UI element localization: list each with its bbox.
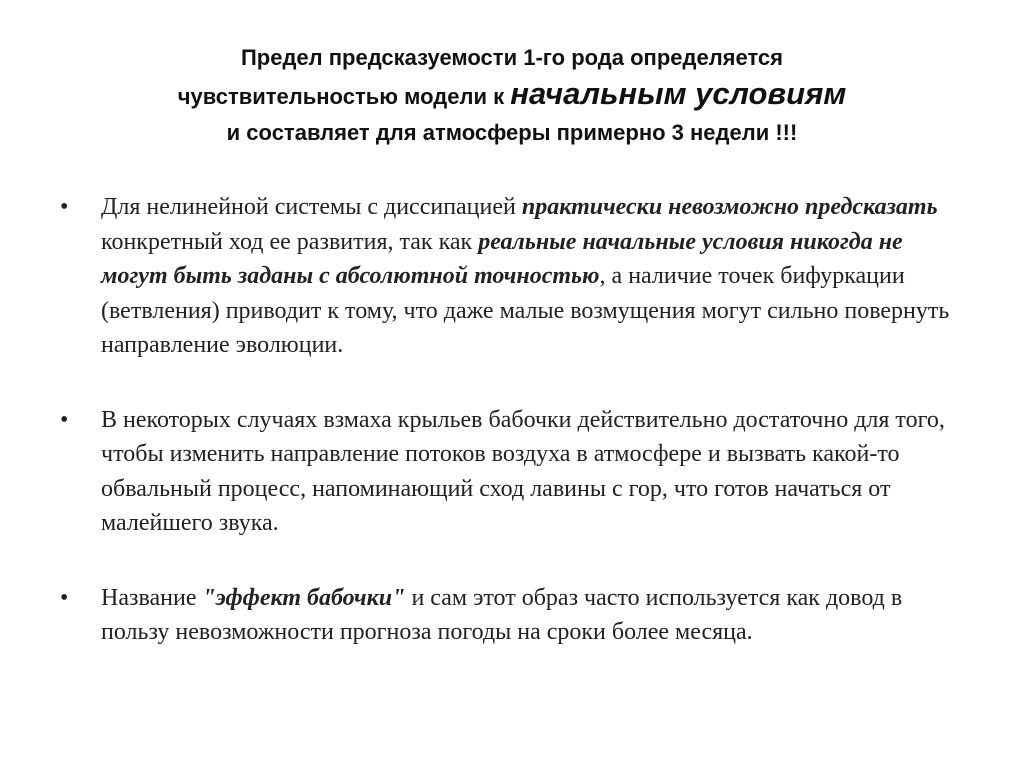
bullet-item-name [60, 581, 960, 650]
bullet-marker: • [60, 406, 69, 433]
bullet-emphasis: практически невозможно предсказать [521, 194, 938, 220]
title-line-1: Предел предсказуемости 1-го рода определяется [240, 45, 784, 70]
title-emphasis: начальным условиям [510, 76, 847, 111]
bullet-marker: • [60, 584, 69, 611]
bullet-text: и сам этот образ часто используется как довод в пользу невозможности прогноза погоды на сроки более месяца. [101, 584, 903, 645]
bullet-emphasis: реальные начальные условия никогда не могут быть заданы с абсолютной точностью [101, 228, 903, 289]
bullet-text: конкретный ход ее развития, так как [101, 228, 479, 255]
bullet-text: , а наличие точек бифуркации (ветвления) приводит к тому, что даже малые возмущения могут сильно повернуть направление эволюции. [101, 263, 950, 358]
bullet-marker: • [60, 194, 69, 220]
title-line-2 [60, 76, 964, 115]
bullet-emphasis: "эффект бабочки" [202, 584, 406, 611]
bullet-item-butterfly [60, 403, 960, 541]
bullet-text: Название [101, 584, 203, 611]
bullet-item-nonlinear [60, 190, 960, 363]
title-line-2-text: чувствительностью модели к [177, 84, 511, 109]
slide-title [60, 40, 964, 151]
bullet-list [60, 190, 960, 650]
bullet-text: Для нелинейной системы с диссипацией [101, 194, 522, 220]
bullet-text: В некоторых случаях взмаха крыльев бабочки действительно достаточно для того, чтобы изменить направление потоков воздуха в атмосфере и вызвать какой-то обвальный процесс, напоминающий сход лавины с гор, что готов начаться от малейшего звука. [101, 406, 945, 536]
title-line-3: и составляет для атмосферы примерно 3 недели !!! [226, 120, 798, 145]
